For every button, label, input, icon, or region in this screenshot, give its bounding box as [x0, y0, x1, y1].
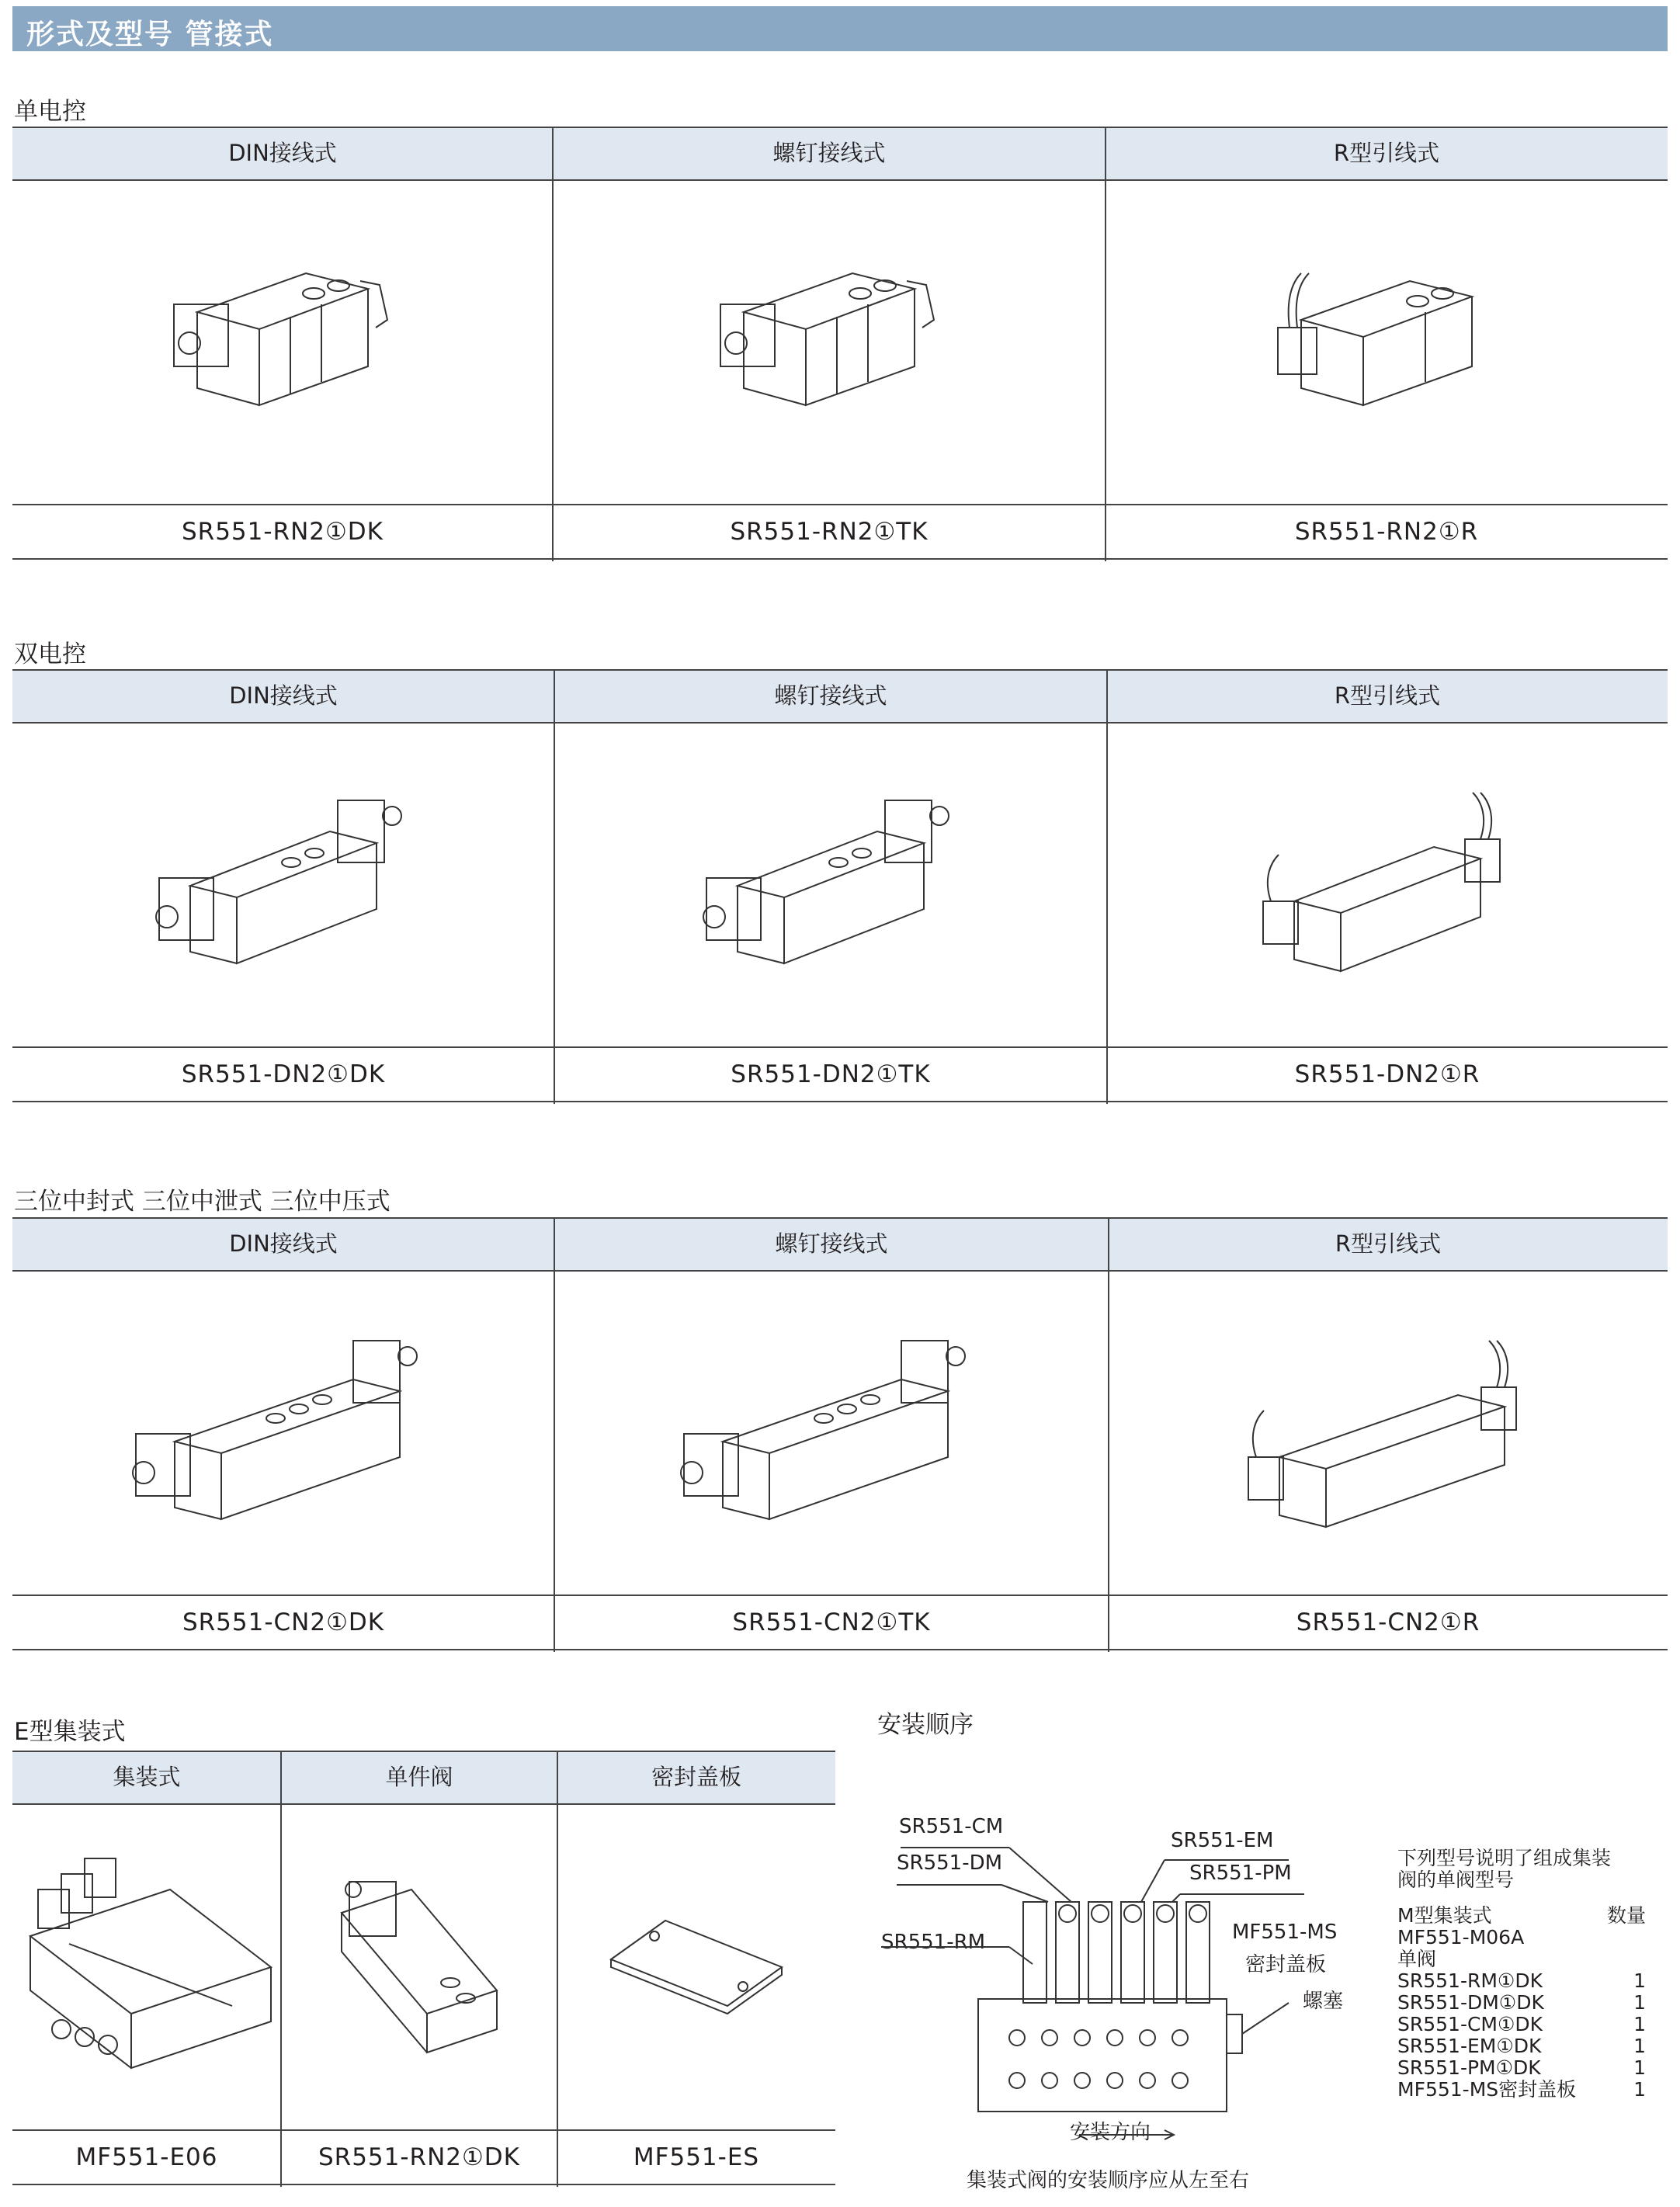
column-header-single-valve: 单件阀	[385, 1764, 453, 1790]
valve-illustration-r-lead	[1109, 1272, 1668, 1596]
valve-illustration-screw	[554, 1272, 1109, 1596]
model-number: MF551-ES	[633, 2143, 760, 2171]
parts-item-qty: 1	[1633, 2056, 1646, 2079]
parts-item-qty: 1	[1633, 1991, 1646, 2014]
model-number: SR551-RN2①DK	[181, 518, 384, 546]
parts-header	[1397, 1905, 1646, 1927]
parts-description: 下列型号说明了组成集装	[1397, 1847, 1612, 1869]
model-number: SR551-CN2①DK	[182, 1608, 385, 1636]
single-solenoid-table	[12, 127, 1668, 561]
single-valve-label: 单阀	[1397, 1948, 1437, 1970]
model-number: MF551-E06	[75, 2143, 218, 2171]
parts-item-name: SR551-PM①DK	[1397, 2056, 1541, 2079]
label-sr551-em: SR551-EM	[1171, 1829, 1274, 1852]
section-label-double: 双电控	[14, 640, 86, 668]
column-header-din: DIN接线式	[228, 140, 337, 166]
double-solenoid-table	[12, 669, 1668, 1104]
parts-item-qty: 1	[1633, 2078, 1646, 2101]
title-banner	[12, 6, 1668, 51]
parts-header-qty: 数量	[1606, 1904, 1646, 1927]
column-header-r-lead: R型引线式	[1335, 1230, 1442, 1257]
column-header-screw: 螺钉接线式	[774, 682, 887, 709]
label-plug: 螺塞	[1303, 1990, 1344, 2013]
parts-item	[1397, 2014, 1646, 2035]
label-install-direction: 安装方向	[1070, 2121, 1151, 2144]
manifold-illustration	[12, 1805, 281, 2129]
valve-illustration-screw	[553, 181, 1106, 505]
section-label-single: 单电控	[14, 98, 86, 126]
model-number: SR551-DN2①DK	[181, 1060, 386, 1088]
label-seal-plate: 密封盖板	[1245, 1953, 1327, 1976]
column-header-screw: 螺钉接线式	[772, 140, 886, 166]
parts-item	[1397, 2035, 1646, 2057]
page-title: 形式及型号 管接式	[26, 19, 274, 50]
parts-list	[1397, 1848, 1646, 2101]
valve-illustration-r-lead	[1107, 724, 1668, 1048]
parts-item	[1397, 1992, 1646, 2014]
valve-illustration-r-lead	[1106, 181, 1668, 505]
model-number: SR551-CN2①TK	[732, 1608, 931, 1636]
column-header-screw: 螺钉接线式	[775, 1230, 888, 1257]
manifold-model: MF551-M06A	[1397, 1926, 1525, 1948]
parts-item-name: MF551-MS密封盖板	[1397, 2078, 1577, 2101]
parts-item	[1397, 1970, 1646, 1992]
parts-item-qty: 1	[1633, 2013, 1646, 2035]
three-position-table	[12, 1217, 1668, 1652]
column-header-din: DIN接线式	[229, 1230, 338, 1257]
parts-item-qty: 1	[1633, 2035, 1646, 2057]
section-label-three-position: 三位中封式 三位中泄式 三位中压式	[14, 1188, 390, 1216]
parts-item-name: SR551-CM①DK	[1397, 2013, 1543, 2035]
model-number: SR551-CN2①R	[1296, 1608, 1480, 1636]
valve-illustration-screw	[554, 724, 1107, 1048]
parts-item	[1397, 2057, 1646, 2079]
column-header-manifold: 集装式	[113, 1764, 181, 1790]
label-sr551-dm: SR551-DM	[897, 1851, 1003, 1875]
label-sr551-pm: SR551-PM	[1189, 1862, 1292, 1885]
seal-plate-illustration	[557, 1805, 835, 2129]
parts-description: 阀的单阀型号	[1397, 1869, 1515, 1891]
column-header-seal-plate: 密封盖板	[651, 1764, 741, 1790]
model-number: SR551-DN2①R	[1294, 1060, 1480, 1088]
label-sr551-cm: SR551-CM	[899, 1815, 1004, 1838]
install-order-diagram	[870, 1817, 1304, 2158]
install-order-title: 安装顺序	[877, 1711, 974, 1739]
parts-item-name: SR551-DM①DK	[1397, 1991, 1544, 2014]
model-number: SR551-RN2①TK	[730, 518, 929, 546]
valve-illustration-din	[12, 1272, 554, 1596]
install-note: 集装式阀的安装顺序应从左至右	[967, 2169, 1250, 2192]
parts-item-name: SR551-EM①DK	[1397, 2035, 1542, 2057]
parts-header-type: M型集装式	[1397, 1904, 1492, 1927]
parts-item-name: SR551-RM①DK	[1397, 1969, 1543, 1992]
single-valve-illustration	[281, 1805, 557, 2129]
label-sr551-rm: SR551-RM	[881, 1931, 986, 1954]
model-number: SR551-RN2①R	[1294, 518, 1479, 546]
parts-item-qty: 1	[1633, 1969, 1646, 1992]
valve-illustration-din	[12, 724, 554, 1048]
e-manifold-table	[12, 1751, 835, 2187]
label-mf551-ms: MF551-MS	[1232, 1921, 1338, 1944]
model-number: SR551-DN2①TK	[731, 1060, 931, 1088]
column-header-r-lead: R型引线式	[1333, 140, 1440, 166]
parts-item	[1397, 2079, 1646, 2101]
section-label-e-manifold: E型集装式	[14, 1718, 126, 1746]
column-header-din: DIN接线式	[229, 682, 338, 709]
column-header-r-lead: R型引线式	[1334, 682, 1441, 709]
valve-illustration-din	[12, 181, 553, 505]
model-number: SR551-RN2①DK	[318, 2143, 520, 2171]
